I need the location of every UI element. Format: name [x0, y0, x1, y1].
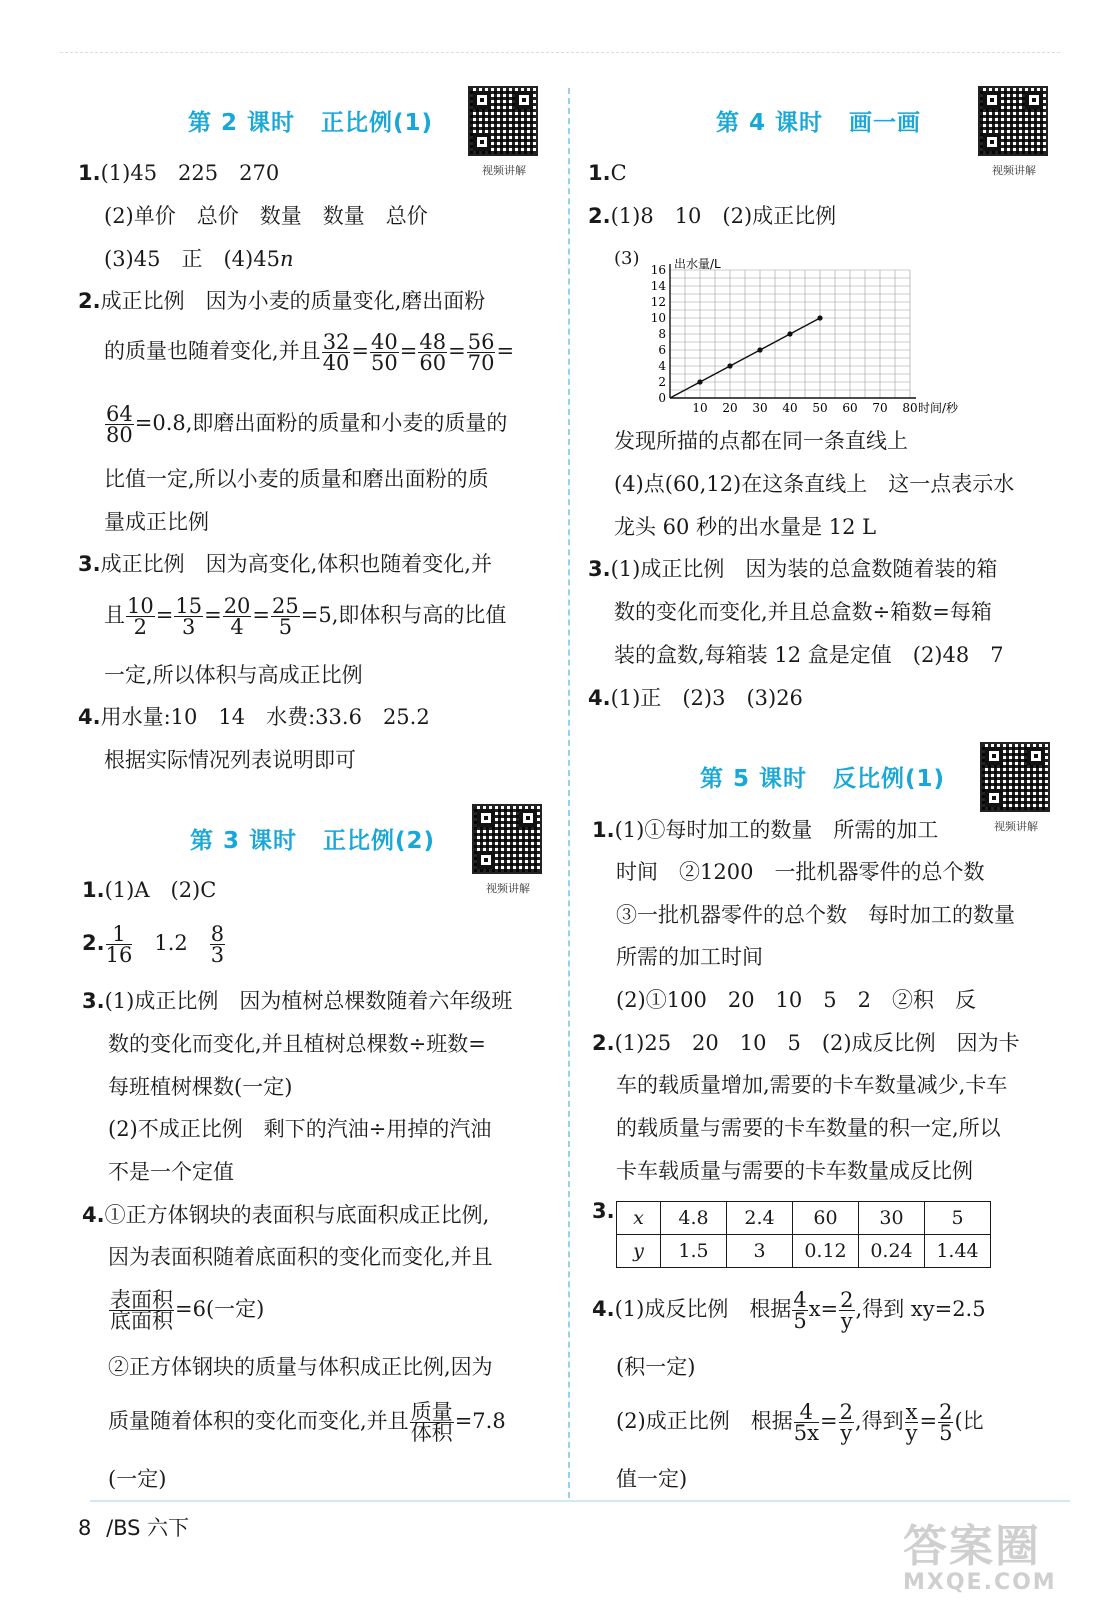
l2-q4-line-a: 4.用水量:10 14 水费:33.6 25.2 — [78, 705, 430, 729]
l3-q3-line-b: 数的变化而变化,并且植树总棵数÷班数= — [108, 1032, 486, 1056]
column-divider — [568, 88, 570, 1498]
footer-rule — [90, 1500, 1070, 1502]
lesson-5-title — [700, 760, 945, 793]
l2-q3-line-c: 一定,所以体积与高成正比例 — [104, 663, 363, 687]
x-tick-label: 70 — [872, 401, 888, 415]
l3-q4-line-c: $\frac{\text{表面积}}{\text{底面积}}$ =6(一定) — [110, 1288, 265, 1333]
lesson-4-name: 画一画 — [849, 110, 922, 136]
l3-q1-line: 1.(1)A (2)C — [82, 878, 217, 902]
qr-caption: 视频讲解 — [994, 820, 1038, 833]
l3-q4-line-e: 质量随着体积的变化而变化,并且 $\frac{\text{质量}}{\text{体积}}$ =7.8 — [108, 1400, 506, 1445]
y-tick-label: 8 — [658, 327, 666, 341]
y-tick-label: 14 — [650, 279, 666, 293]
x-tick-label: 20 — [722, 401, 738, 415]
x-tick-label: 60 — [842, 401, 858, 415]
l2-q3-line-a: 3.成正比例 因为高变化,体积也随着变化,并 — [78, 552, 492, 576]
table-row — [617, 1202, 991, 1235]
l2-q2-line-c: $\frac{64}{80}$ =0.8,即磨出面粉的质量和小麦的质量的 — [106, 402, 508, 447]
page-number: 8 — [78, 1516, 92, 1540]
origin-label: 0 — [658, 391, 666, 405]
lesson-3-title — [190, 822, 435, 855]
lesson-2-title — [188, 104, 433, 137]
l4-q3-line-c: 装的盒数,每箱装 12 盒是定值 (2)48 7 — [614, 643, 1004, 667]
data-point — [757, 347, 762, 352]
l5-q1-line-e: (2)①100 20 10 5 2 ②积 反 — [616, 988, 976, 1012]
xy-table — [616, 1201, 991, 1268]
l5-q4-line-b: (积一定) — [616, 1355, 696, 1379]
l3-q4-line-a: 4.①正方体钢块的表面积与底面积成正比例, — [82, 1203, 490, 1227]
l4-q3-line-a: 3.(1)成正比例 因为装的总盒数随着装的箱 — [588, 557, 998, 581]
qr-caption: 视频讲解 — [992, 164, 1036, 177]
l4-q2-graph-label: (3) — [614, 248, 640, 269]
l2-q1-line-a: 1.(1)45 225 270 — [78, 161, 280, 185]
watermark-top: 答案圈 — [903, 1521, 1041, 1572]
table-cell: 60 — [793, 1202, 859, 1235]
l3-q4-line-d: ②正方体钢块的质量与体积成正比例,因为 — [108, 1355, 493, 1379]
qr-code-icon[interactable] — [980, 742, 1050, 812]
l2-q3-line-b: 且 $\frac{10}{2}$ = $\frac{15}{3}$ = $\frac{20}{4}$ = $\frac{25}{5}$ =5,即体积与高的比值 — [104, 594, 507, 639]
lesson-2-number: 第 2 课时 — [188, 110, 296, 136]
y-tick-label: 12 — [650, 295, 666, 309]
table-cell: 0.24 — [859, 1235, 925, 1268]
table-cell: 30 — [859, 1202, 925, 1235]
table-cell: 5 — [925, 1202, 991, 1235]
l5-q2-line-c: 的载质量与需要的卡车数量的积一定,所以 — [616, 1116, 1001, 1140]
table-cell: 0.12 — [793, 1235, 859, 1268]
l3-q3-line-d: (2)不成正比例 剩下的汽油÷用掉的汽油 — [108, 1117, 492, 1141]
l2-q2-line-d: 比值一定,所以小麦的质量和磨出面粉的质 — [104, 467, 489, 491]
l4-q3-line-b: 数的变化而变化,并且总盒数÷箱数=每箱 — [614, 600, 992, 624]
l5-q2-line-a: 2.(1)25 20 10 5 (2)成反比例 因为卡 — [592, 1031, 1020, 1055]
l4-q2-line-a: 2.(1)8 10 (2)成正比例 — [588, 204, 837, 228]
y-tick-label: 10 — [650, 311, 666, 325]
l4-q2-line-e: 龙头 60 秒的出水量是 12 L — [614, 515, 877, 539]
lesson-5-number: 第 5 课时 — [700, 766, 808, 792]
data-point — [697, 379, 702, 384]
x-tick-label: 80 — [902, 401, 918, 415]
l2-q4-line-b: 根据实际情况列表说明即可 — [104, 748, 356, 772]
l5-q1-line-c: ③一批机器零件的总个数 每时加工的数量 — [616, 903, 1015, 927]
table-cell: 1.5 — [661, 1235, 727, 1268]
l2-q1-line-b: (2)单价 总价 数量 数量 总价 — [104, 204, 428, 228]
qr-caption: 视频讲解 — [486, 882, 530, 895]
page-footer — [78, 1512, 189, 1542]
l4-q2-line-d: (4)点(60,12)在这条直线上 这一点表示水 — [614, 472, 1015, 496]
table-cell: 1.44 — [925, 1235, 991, 1268]
l3-q3-line-c: 每班植树棵数(一定) — [108, 1075, 293, 1099]
l4-q2-line-c: 发现所描的点都在同一条直线上 — [614, 429, 908, 453]
qr-code-icon[interactable] — [468, 86, 538, 156]
x-tick-label: 30 — [752, 401, 768, 415]
l5-q4-line-c: (2)成正比例 根据 $\frac{4}{5x}$ = $\frac{2}{y}$ ,得到 $\frac{x}{y}$ = $\frac{2}{5}$ (比 — [616, 1400, 984, 1445]
table-cell: 2.4 — [727, 1202, 793, 1235]
table-cell: 4.8 — [661, 1202, 727, 1235]
l5-q4-line-d: 值一定) — [616, 1467, 688, 1491]
l3-q4-line-f: (一定) — [108, 1467, 167, 1491]
l2-q2-line-e: 量成正比例 — [104, 510, 209, 534]
lesson-4-title — [716, 104, 921, 137]
l2-q2-line-a: 2.成正比例 因为小麦的质量变化,磨出面粉 — [78, 289, 486, 313]
y-tick-label: 16 — [650, 263, 666, 277]
header-rule — [60, 52, 1060, 53]
l4-q4-line: 4.(1)正 (2)3 (3)26 — [588, 686, 803, 710]
y-axis-label: 出水量/L — [674, 257, 721, 271]
l5-q2-line-d: 卡车载质量与需要的卡车数量成反比例 — [616, 1159, 973, 1183]
table-cell: 3 — [727, 1235, 793, 1268]
y-tick-label: 2 — [658, 375, 666, 389]
data-point — [817, 315, 822, 320]
l5-q1-line-a: 1.(1)①每时加工的数量 所需的加工 — [592, 818, 939, 842]
l5-q2-line-b: 车的载质量增加,需要的卡车数量减少,卡车 — [616, 1073, 1008, 1097]
edition-label: /BS 六下 — [106, 1516, 190, 1540]
lesson-2-name: 正比例(1) — [321, 110, 434, 136]
l2-q2-line-b: 的质量也随着变化,并且 $\frac{32}{40}$ = $\frac{40}{50}$ = $\frac{48}{60}$ = $\frac{56}{70}$ = — [104, 330, 515, 375]
l3-q3-line-a: 3.(1)成正比例 因为植树总棵数随着六年级班 — [82, 989, 513, 1013]
l3-q3-line-e: 不是一个定值 — [108, 1160, 234, 1184]
l3-q2-line: 2. $\frac{1}{16}$ 1.2 $\frac{8}{3}$ — [82, 922, 225, 967]
qr-caption: 视频讲解 — [482, 164, 526, 177]
lesson-4-number: 第 4 课时 — [716, 110, 824, 136]
x-tick-label: 50 — [812, 401, 828, 415]
table-row — [617, 1235, 991, 1268]
watermark-logo — [903, 1510, 1093, 1595]
l3-q4-line-b: 因为表面积随着底面积的变化而变化,并且 — [108, 1245, 493, 1269]
l5-q1-line-d: 所需的加工时间 — [616, 945, 763, 969]
y-tick-label: 6 — [658, 343, 666, 357]
data-point — [727, 363, 732, 368]
qr-code-icon[interactable] — [978, 86, 1048, 156]
lesson-5-name: 反比例(1) — [833, 766, 946, 792]
qr-code-icon[interactable] — [472, 804, 542, 874]
x-axis-label: 时间/秒 — [918, 401, 959, 415]
l4-q1-line: 1.C — [588, 161, 627, 185]
lesson-3-name: 正比例(2) — [323, 828, 436, 854]
x-tick-label: 40 — [782, 401, 798, 415]
data-point — [787, 331, 792, 336]
table-cell: y — [617, 1235, 661, 1268]
water-output-chart — [618, 248, 988, 416]
l2-q1-line-c: (3)45 正 (4)45n — [104, 247, 294, 271]
x-tick-label: 10 — [692, 401, 708, 415]
l5-q4-line-a: 4.(1)成反比例 根据 $\frac{4}{5}$ x= $\frac{2}{y}$ ,得到 xy=2.5 — [592, 1288, 986, 1333]
watermark-bottom: MXQE.COM — [903, 1570, 1057, 1595]
y-tick-label: 4 — [658, 359, 666, 373]
table-cell: x — [617, 1202, 661, 1235]
l5-q1-line-b: 时间 ②1200 一批机器零件的总个数 — [616, 860, 985, 884]
l5-q3-number: 3. — [592, 1199, 615, 1223]
lesson-3-number: 第 3 课时 — [190, 828, 298, 854]
